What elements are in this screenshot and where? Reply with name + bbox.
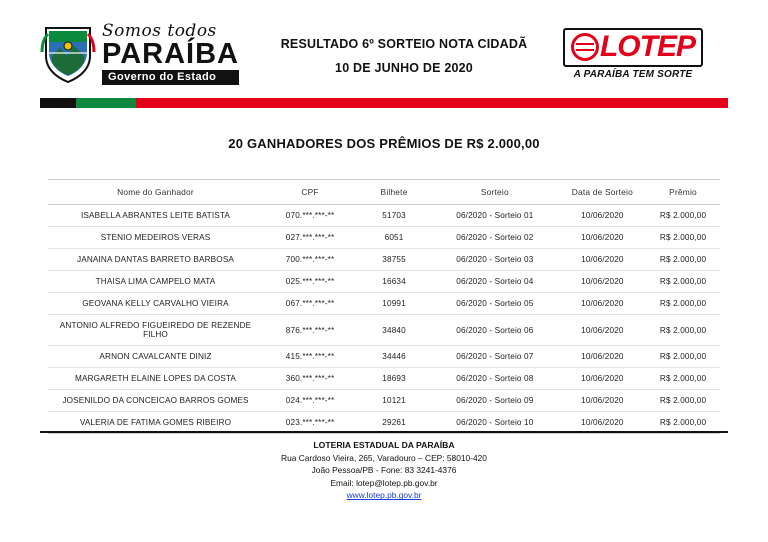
cell-cpf: 415.***.***-** xyxy=(263,346,357,368)
document-header xyxy=(0,0,768,94)
cell-data: 10/06/2020 xyxy=(559,227,646,249)
cell-data: 10/06/2020 xyxy=(559,249,646,271)
winners-table-wrapper xyxy=(48,179,720,434)
table-row xyxy=(48,205,720,227)
column-header-premio: Prêmio xyxy=(646,180,720,205)
cell-cpf: 067.***.***-** xyxy=(263,293,357,315)
cell-premio: R$ 2.000,00 xyxy=(646,227,720,249)
cell-cpf: 027.***.***-** xyxy=(263,227,357,249)
table-row xyxy=(48,390,720,412)
cell-sorteio: 06/2020 - Sorteio 07 xyxy=(431,346,559,368)
cell-nome: JANAINA DANTAS BARRETO BARBOSA xyxy=(48,249,263,271)
cell-data: 10/06/2020 xyxy=(559,205,646,227)
column-header-cpf: CPF xyxy=(263,180,357,205)
table-row xyxy=(48,227,720,249)
lotep-brand xyxy=(538,28,728,80)
cell-sorteio: 06/2020 - Sorteio 02 xyxy=(431,227,559,249)
footer-city-phone: João Pessoa/PB - Fone: 83 3241-4376 xyxy=(311,465,457,476)
document-footer xyxy=(40,431,728,502)
brand-script-text: Somos todos xyxy=(102,20,217,41)
cell-data: 10/06/2020 xyxy=(559,271,646,293)
winners-table xyxy=(48,179,720,434)
cell-premio: R$ 2.000,00 xyxy=(646,368,720,390)
cell-sorteio: 06/2020 - Sorteio 03 xyxy=(431,249,559,271)
paraiba-brand xyxy=(40,22,270,86)
cell-data: 10/06/2020 xyxy=(559,315,646,346)
winners-heading: 20 GANHADORES DOS PRÊMIOS DE R$ 2.000,00 xyxy=(228,136,540,151)
cell-nome: ANTONIO ALFREDO FIGUEIREDO DE REZENDE FILHO xyxy=(48,315,263,346)
cell-nome: VALERIA DE FATIMA GOMES RIBEIRO xyxy=(48,412,263,434)
cell-nome: GEOVANA KELLY CARVALHO VIEIRA xyxy=(48,293,263,315)
stripe-black xyxy=(40,98,76,108)
footer-email: Email: lotep@lotep.pb.gov.br xyxy=(330,477,438,488)
brand-name-text: PARAÍBA xyxy=(102,37,239,70)
cell-premio: R$ 2.000,00 xyxy=(646,390,720,412)
color-stripe-divider xyxy=(40,98,728,108)
cell-bilhete: 38755 xyxy=(357,249,431,271)
document-title-block xyxy=(270,33,538,75)
lotep-circle-icon xyxy=(571,33,599,61)
table-row xyxy=(48,346,720,368)
stripe-red xyxy=(136,98,728,108)
cell-nome: THAISA LIMA CAMPELO MATA xyxy=(48,271,263,293)
cell-cpf: 025.***.***-** xyxy=(263,271,357,293)
cell-sorteio: 06/2020 - Sorteio 09 xyxy=(431,390,559,412)
cell-sorteio: 06/2020 - Sorteio 10 xyxy=(431,412,559,434)
cell-data: 10/06/2020 xyxy=(559,293,646,315)
cell-sorteio: 06/2020 - Sorteio 08 xyxy=(431,368,559,390)
cell-data: 10/06/2020 xyxy=(559,346,646,368)
column-header-bilhete: Bilhete xyxy=(357,180,431,205)
cell-cpf: 070.***.***-** xyxy=(263,205,357,227)
column-header-data: Data de Sorteio xyxy=(559,180,646,205)
cell-premio: R$ 2.000,00 xyxy=(646,346,720,368)
stripe-green xyxy=(76,98,136,108)
cell-cpf: 700.***.***-** xyxy=(263,249,357,271)
cell-premio: R$ 2.000,00 xyxy=(646,315,720,346)
cell-nome: ARNON CAVALCANTE DINIZ xyxy=(48,346,263,368)
cell-premio: R$ 2.000,00 xyxy=(646,412,720,434)
cell-cpf: 024.***.***-** xyxy=(263,390,357,412)
cell-sorteio: 06/2020 - Sorteio 04 xyxy=(431,271,559,293)
cell-data: 10/06/2020 xyxy=(559,390,646,412)
lotep-slogan: A PARAÍBA TEM SORTE xyxy=(573,69,693,80)
table-row xyxy=(48,271,720,293)
cell-premio: R$ 2.000,00 xyxy=(646,293,720,315)
cell-sorteio: 06/2020 - Sorteio 06 xyxy=(431,315,559,346)
footer-address: Rua Cardoso Vieira, 265, Varadouro – CEP: 58010-420 xyxy=(281,452,487,463)
table-row xyxy=(48,293,720,315)
cell-bilhete: 18693 xyxy=(357,368,431,390)
cell-data: 10/06/2020 xyxy=(559,412,646,434)
cell-nome: JOSENILDO DA CONCEICAO BARROS GOMES xyxy=(48,390,263,412)
table-row xyxy=(48,315,720,346)
cell-cpf: 023.***.***-** xyxy=(263,412,357,434)
cell-sorteio: 06/2020 - Sorteio 05 xyxy=(431,293,559,315)
cell-bilhete: 10991 xyxy=(357,293,431,315)
table-header-row xyxy=(48,180,720,205)
cell-bilhete: 51703 xyxy=(357,205,431,227)
cell-bilhete: 34840 xyxy=(357,315,431,346)
cell-bilhete: 6051 xyxy=(357,227,431,249)
cell-nome: MARGARETH ELAINE LOPES DA COSTA xyxy=(48,368,263,390)
lotep-logo-text: LOTEP xyxy=(599,30,695,63)
cell-cpf: 876.***.***-** xyxy=(263,315,357,346)
cell-premio: R$ 2.000,00 xyxy=(646,271,720,293)
footer-website-link[interactable]: www.lotep.pb.gov.br xyxy=(346,490,422,501)
column-header-sorteio: Sorteio xyxy=(431,180,559,205)
cell-data: 10/06/2020 xyxy=(559,368,646,390)
cell-sorteio: 06/2020 - Sorteio 01 xyxy=(431,205,559,227)
cell-premio: R$ 2.000,00 xyxy=(646,249,720,271)
cell-bilhete: 29261 xyxy=(357,412,431,434)
table-row xyxy=(48,368,720,390)
page-subtitle-date: 10 DE JUNHO DE 2020 xyxy=(335,61,473,75)
cell-nome: ISABELLA ABRANTES LEITE BATISTA xyxy=(48,205,263,227)
footer-org-name: LOTERIA ESTADUAL DA PARAÍBA xyxy=(313,439,455,450)
table-row xyxy=(48,249,720,271)
column-header-nome: Nome do Ganhador xyxy=(48,180,263,205)
cell-nome: STENIO MEDEIROS VERAS xyxy=(48,227,263,249)
cell-bilhete: 16634 xyxy=(357,271,431,293)
cell-bilhete: 34446 xyxy=(357,346,431,368)
paraiba-coat-of-arms-icon xyxy=(40,22,96,86)
page-title: RESULTADO 6º SORTEIO NOTA CIDADÃ xyxy=(280,37,528,51)
cell-premio: R$ 2.000,00 xyxy=(646,205,720,227)
lotep-logo xyxy=(563,28,703,67)
cell-cpf: 360.***.***-** xyxy=(263,368,357,390)
brand-government-label: Governo do Estado xyxy=(102,70,239,85)
cell-bilhete: 10121 xyxy=(357,390,431,412)
